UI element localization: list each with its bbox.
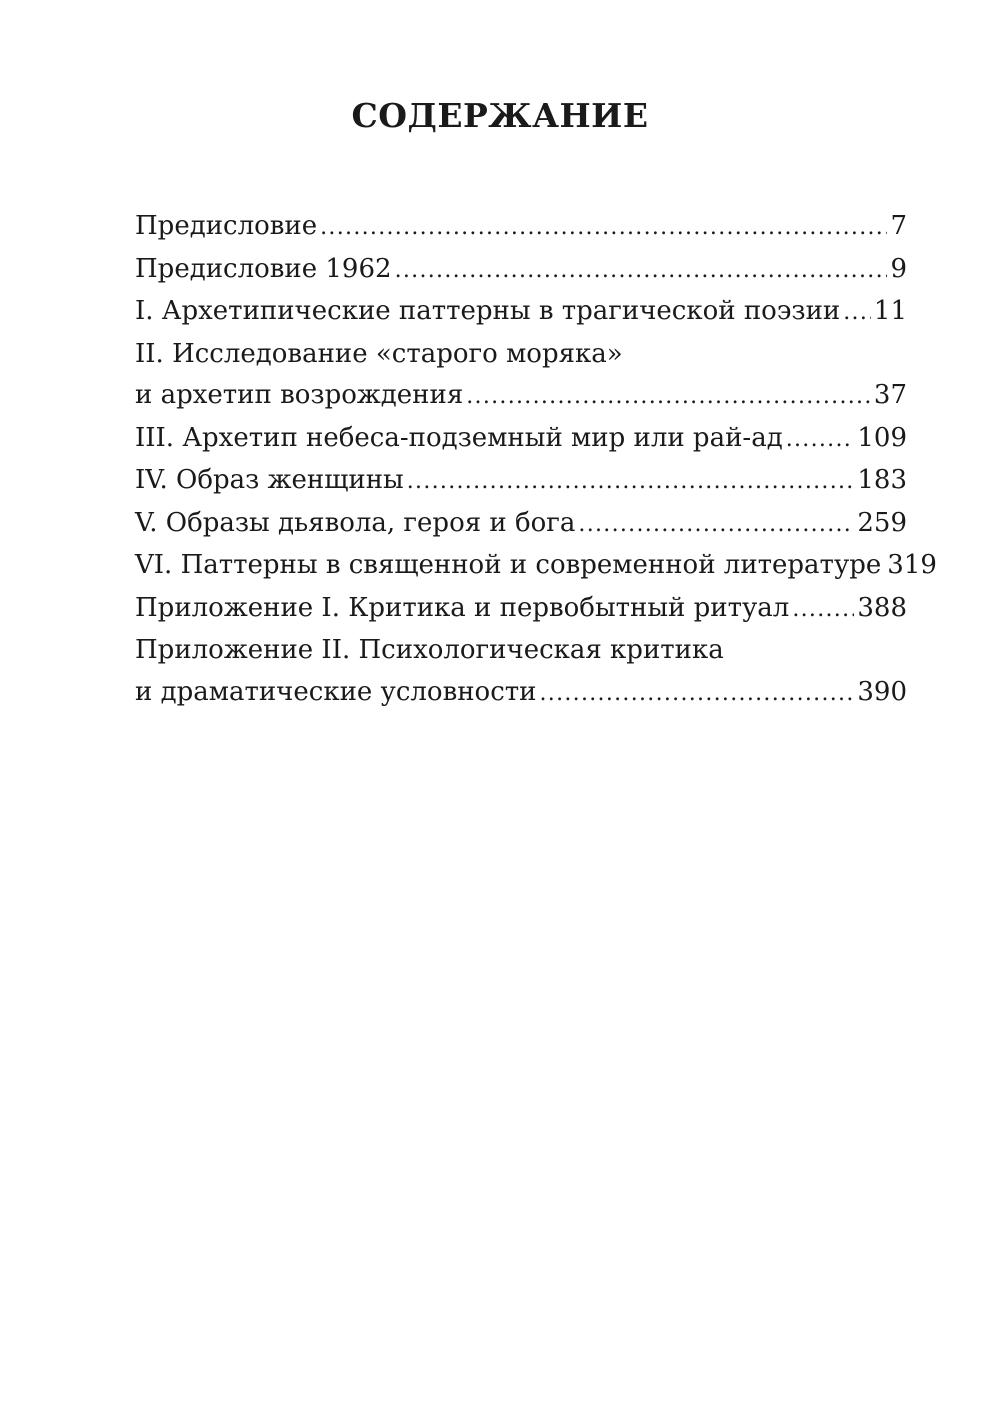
toc-entry-title: III. Архетип небеса-подземный мир или рай-ад <box>135 422 783 453</box>
toc-entry-line <box>135 375 907 418</box>
toc-page-number: 37 <box>873 380 907 410</box>
dot-leader <box>320 207 887 249</box>
toc-entry-chapter-3[interactable] <box>135 418 907 461</box>
toc-entry-appendix-1[interactable] <box>135 588 907 631</box>
toc-entry-chapter-4[interactable] <box>135 460 907 503</box>
toc-entry-chapter-5[interactable] <box>135 503 907 546</box>
toc-entry-title: I. Архетипические паттерны в трагической поэзии <box>135 296 841 326</box>
toc-entry-line <box>135 588 907 631</box>
toc-entry-title-continued: и драматические условности <box>135 676 537 707</box>
toc-page-number: 388 <box>857 592 907 623</box>
toc-page-number: 109 <box>857 422 907 453</box>
toc-entry-title-continued: и архетип возрождения <box>135 380 464 410</box>
toc-entry-title: VI. Паттерны в священной и современной литературе <box>135 550 882 580</box>
toc-entry-appendix-2[interactable] <box>135 630 907 714</box>
toc-entry-chapter-2[interactable] <box>135 334 907 418</box>
toc-entry-line <box>135 334 907 376</box>
toc-page-number: 7 <box>890 211 907 241</box>
toc-entry-chapter-6[interactable] <box>135 545 937 588</box>
toc-entry-line <box>135 672 907 715</box>
toc-page-number: 259 <box>857 507 907 538</box>
toc-entry-title: Предисловие 1962 <box>135 253 392 284</box>
dot-leader <box>792 589 854 631</box>
toc-entry-chapter-1[interactable] <box>135 291 907 334</box>
dot-leader <box>395 250 888 292</box>
toc-entry-line <box>135 503 907 546</box>
toc-entry-preface[interactable] <box>135 206 907 249</box>
toc-entry-preface-1962[interactable] <box>135 249 907 292</box>
toc-entry-line <box>135 206 907 249</box>
toc-entry-line <box>135 418 907 461</box>
toc-page-number: 319 <box>887 550 937 580</box>
toc-entry-line <box>135 249 907 292</box>
toc-entry-line <box>135 545 937 588</box>
toc-page-number: 9 <box>890 253 907 284</box>
dot-leader <box>578 504 854 546</box>
toc-entry-title: IV. Образ женщины <box>135 465 404 495</box>
dot-leader <box>843 292 871 334</box>
dot-leader <box>539 673 854 715</box>
toc-page-number: 11 <box>873 296 907 326</box>
dot-leader <box>786 419 855 461</box>
toc-entry-line <box>135 630 907 672</box>
toc-entry-title: V. Образы дьявола, героя и бога <box>135 507 576 538</box>
toc-entry-title: Предисловие <box>135 211 318 241</box>
toc-entry-title: II. Исследование «старого моряка» <box>135 338 623 369</box>
toc-page-number: 183 <box>857 465 907 495</box>
toc-entry-title: Приложение II. Психологическая критика <box>135 635 724 665</box>
toc-page-number: 390 <box>857 676 907 707</box>
dot-leader <box>466 376 871 418</box>
dot-leader <box>407 461 855 503</box>
toc-entry-line <box>135 291 907 334</box>
toc-entry-title: Приложение I. Критика и первобытный ритуал <box>135 592 790 623</box>
table-of-contents <box>135 206 937 714</box>
toc-entry-line <box>135 460 907 503</box>
page-title: СОДЕРЖАНИЕ <box>351 96 649 135</box>
